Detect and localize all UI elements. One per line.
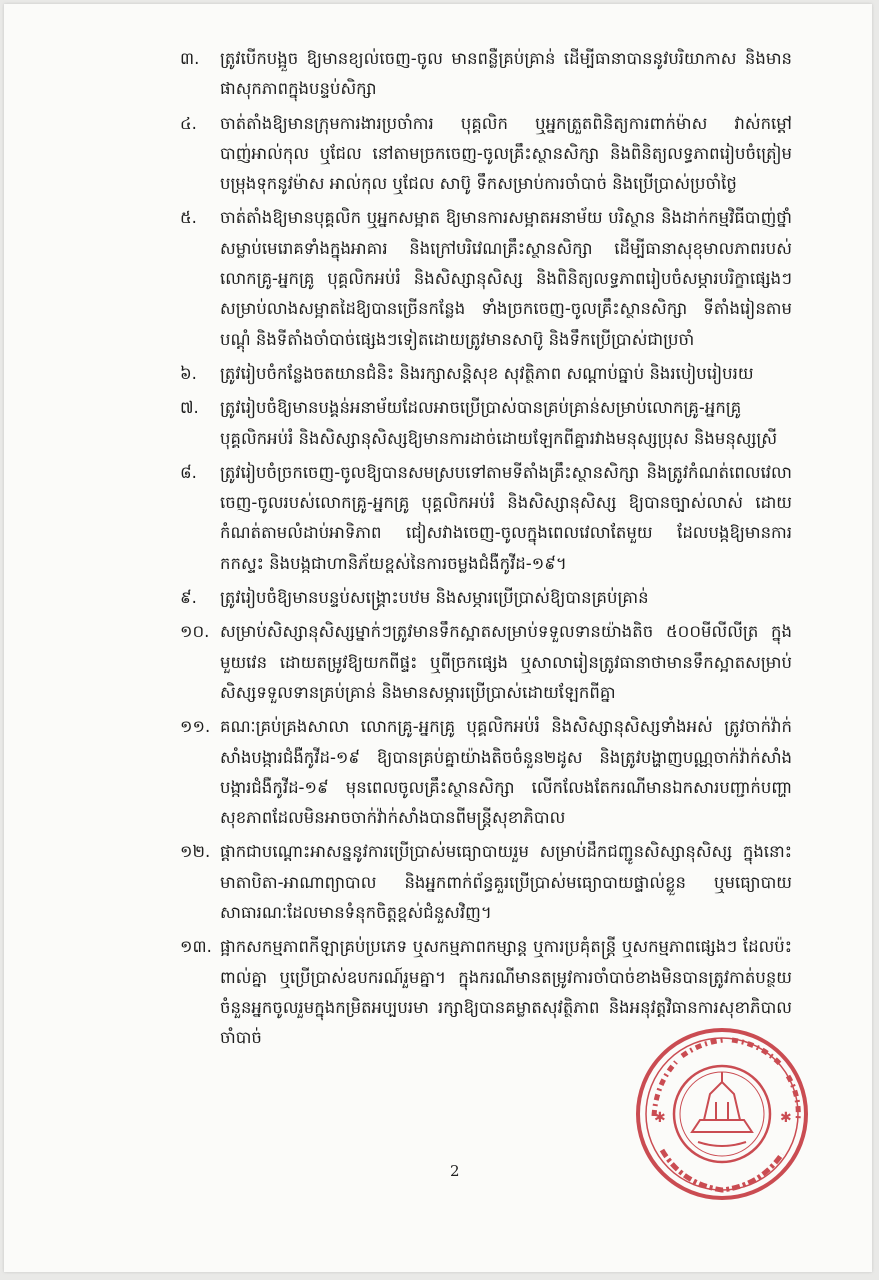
numbered-list xyxy=(180,44,792,1058)
item-number: ៩. xyxy=(180,588,197,608)
list-item xyxy=(180,109,792,200)
list-item xyxy=(180,583,792,613)
list-item xyxy=(180,203,792,354)
list-item xyxy=(180,393,792,454)
item-text: ត្រូវរៀបចំឱ្យមានបន្ទប់សង្គ្រោះបឋម និងសម្ភារប្រើប្រាស់ឱ្យបានគ្រប់គ្រាន់ xyxy=(220,588,649,608)
item-text: សម្រាប់សិស្សានុសិស្សម្នាក់ៗត្រូវមានទឹកស្អាតសម្រាប់ទទួលទានយ៉ាងតិច ៥០០មីលីលីត្រ ក្នុងមួយវេន ដោយតម្រូវឱ្យយកពីផ្ទះ ឬពីច្រកផ្សេង ឬសាលារៀនត្រូវធានាថាមានទឹកស្អាតសម្រាប់សិស្សទទួលទានគ្រប់គ្រាន់ និងមានសម្ភារប្រើប្រាស់ដោយឡែកពីគ្នា xyxy=(220,622,792,702)
item-number: ១២. xyxy=(180,842,211,862)
svg-text:✱: ✱ xyxy=(654,1110,666,1126)
item-number: ៣. xyxy=(180,49,200,68)
list-item xyxy=(180,712,792,833)
list-item xyxy=(180,359,792,389)
item-number: ៥. xyxy=(180,208,197,228)
list-item xyxy=(180,44,792,105)
item-text: ផ្ដាកជាបណ្ដោះអាសន្ននូវការប្រើប្រាស់មធ្យោបាយរួម សម្រាប់ដឹកជញ្ជូនសិស្សានុសិស្ស ក្នុងនោះមាតាបិតា-អាណាព្យាបាល និងអ្នកពាក់ព័ន្ធគួរប្រើប្រាស់មធ្យោបាយផ្ទាល់ខ្លួន ឬមធ្យោបាយសាធារណៈដែលមានទំនុកចិត្តខ្ពស់ជំនួសវិញ។ xyxy=(220,842,792,923)
item-text: ចាត់តាំងឱ្យមានក្រុមការងារប្រចាំការ បុគ្គលិក ឬអ្នកត្រួតពិនិត្យការពាក់ម៉ាស វាស់កម្ដៅ បាញ់អាល់កុល ឬជែល នៅតាមច្រកចេញ-ចូលគ្រឹះស្ថានសិក្សា និងពិនិត្យលទ្ធភាពរៀបចំត្រៀមបម្រុងទុកនូវម៉ាស អាល់កុល ឬជែល សាប៊ូ ទឹកសម្រាប់ការចាំបាច់ និងប្រើប្រាស់ប្រចាំថ្ងៃ xyxy=(220,113,792,194)
official-seal-stamp xyxy=(632,1024,812,1204)
item-text: ត្រូវរៀបចំឱ្យមានបង្គន់អនាម័យដែលអាចប្រើប្រាស់បានគ្រប់គ្រាន់សម្រាប់លោកគ្រូ-អ្នកគ្រូ បុគ្គលិកអប់រំ និងសិស្សានុសិស្សឱ្យមានការដាច់ដោយឡែកពីគ្នារវាងមនុស្សប្រុស និងមនុស្សស្រី xyxy=(220,398,778,448)
svg-text:✱: ✱ xyxy=(780,1110,792,1126)
item-text: គណៈគ្រប់គ្រងសាលា លោកគ្រូ-អ្នកគ្រូ បុគ្គលិកអប់រំ និងសិស្សានុសិស្សទាំងអស់ ត្រូវចាក់វ៉ាក់សាំងបង្ការជំងឺកូវីដ-១៩ ឱ្យបានគ្រប់គ្នាយ៉ាងតិចចំនួន២ដូស និងត្រូវបង្ហាញបណ្ណចាក់វ៉ាក់សាំងបង្ការជំងឺកូវីដ-១៩ មុនពេលចូលគ្រឹះស្ថានសិក្សា លើកលែងតែករណីមានឯកសារបញ្ជាក់បញ្ហាសុខភាពដែលមិនអាចចាក់វ៉ាក់សាំងបានពីមន្ត្រីសុខាភិបាល xyxy=(220,717,792,828)
item-text: ត្រូវបើកបង្អួច ឱ្យមានខ្យល់ចេញ-ចូល មានពន្លឺគ្រប់គ្រាន់ ដើម្បីធានាបាននូវបរិយាកាស និងមានផាសុកភាពក្នុងបន្ទប់សិក្សា xyxy=(220,49,792,99)
item-number: ៤. xyxy=(180,113,197,133)
page-number: 2 xyxy=(450,1162,460,1180)
list-item xyxy=(180,837,792,928)
item-text: ត្រូវរៀបចំច្រកចេញ-ចូលឱ្យបានសមស្របទៅតាមទីតាំងគ្រឹះស្ថានសិក្សា និងត្រូវកំណត់ពេលវេលាចេញ-ចូលរបស់លោកគ្រូ-អ្នកគ្រូ បុគ្គលិកអប់រំ និងសិស្សានុសិស្ស ឱ្យបានច្បាស់លាស់ ដោយកំណត់តាមលំដាប់អាទិភាព ជៀសវាងចេញ-ចូលក្នុងពេលវេលាតែមួយ ដែលបង្កឱ្យមានការកកស្ទះ និងបង្កជាហានិភ័យខ្ពស់នៃការចម្លងជំងឺកូវីដ-១៩។ xyxy=(220,462,792,573)
item-number: ១៣. xyxy=(180,937,212,957)
list-item xyxy=(180,617,792,708)
item-number: ១១. xyxy=(180,717,211,737)
item-text: ចាត់តាំងឱ្យមានបុគ្គលិក ឬអ្នកសម្អាត ឱ្យមានការសម្អាតអនាម័យ បរិស្ថាន និងដាក់កម្មវិធីបាញ់ថ្នាំសម្លាប់មេរោគទាំងក្នុងអាគារ និងក្រៅបរិវេណគ្រឹះស្ថានសិក្សា ដើម្បីធានាសុខុមាលភាពរបស់លោកគ្រូ-អ្នកគ្រូ បុគ្គលិកអប់រំ និងសិស្សានុសិស្ស និងពិនិត្យលទ្ធភាពរៀបចំសម្ភារបរិក្ខាផ្សេងៗ សម្រាប់លាងសម្អាតដៃឱ្យបានច្រើនកន្លែង ទាំងច្រកចេញ-ចូលគ្រឹះស្ថានសិក្សា ទីតាំងរៀនតាមបណ្ដុំ និងទីតាំងចាំបាច់ផ្សេងៗទៀតដោយត្រូវមានសាប៊ូ និងទឹកប្រើប្រាស់ជាប្រចាំ xyxy=(220,208,792,349)
document-page xyxy=(4,4,872,1272)
list-item xyxy=(180,458,792,579)
item-text: ត្រូវរៀបចំកន្លែងចតយានជំនិះ និងរក្សាសន្តិសុខ សុវត្ថិភាព សណ្ដាប់ធ្នាប់ និងរបៀបរៀបរយ xyxy=(220,363,754,383)
item-number: ១០. xyxy=(180,622,210,642)
item-number: ៧. xyxy=(180,398,199,418)
item-text: ផ្អាកសកម្មភាពកីឡាគ្រប់ប្រភេទ ឬសកម្មភាពកម្សាន្ត ឬការប្រគុំតន្ត្រី ឬសកម្មភាពផ្សេងៗ ដែលប៉ះពាល់គ្នា ឬប្រើប្រាស់ឧបករណ៍រួមគ្នា។ ក្នុងករណីមានតម្រូវការចាំបាច់ខាងមិនបានត្រូវកាត់បន្ថយចំនួនអ្នកចូលរួមក្នុងកម្រិតអប្បបរមា រក្សាឱ្យបានគម្លាតសុវត្ថិភាព និងអនុវត្តវិធានការសុខាភិបាលចាំបាច់ xyxy=(220,937,792,1048)
item-number: ៦. xyxy=(180,363,197,383)
item-number: ៨. xyxy=(180,462,197,482)
